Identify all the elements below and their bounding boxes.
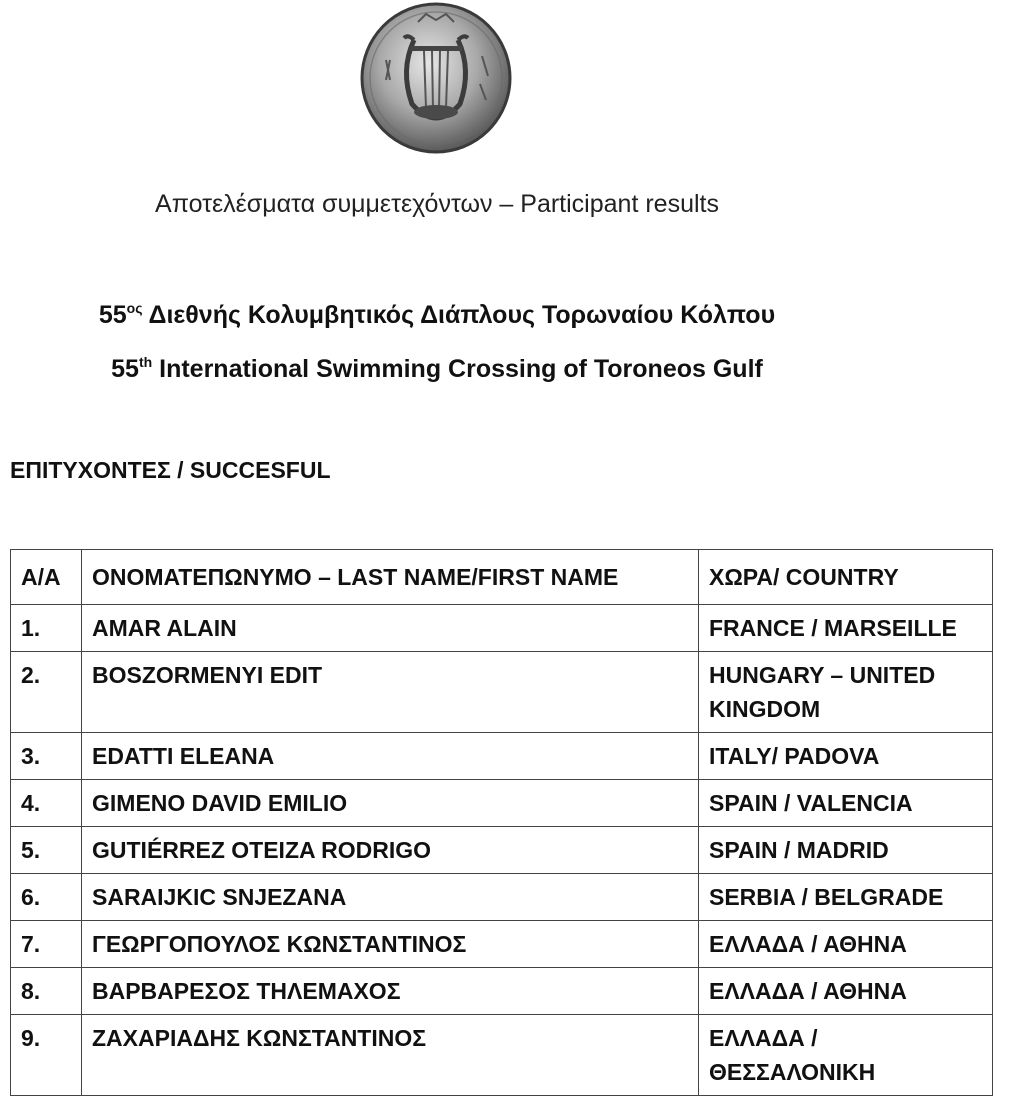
header-number: Α/Α	[11, 550, 82, 605]
row-country: ΕΛΛΑΔΑ / ΑΘΗΝΑ	[699, 968, 993, 1015]
row-name: GIMENO DAVID EMILIO	[82, 780, 699, 827]
event-name-english: International Swimming Crossing of Toroneos Gulf	[152, 355, 763, 383]
row-country: ITALY/ PADOVA	[699, 733, 993, 780]
row-number: 1.	[11, 605, 82, 652]
ordinal-suffix: ος	[126, 300, 143, 316]
row-name: SARAIJKIC SNJEZANA	[82, 874, 699, 921]
table-row	[11, 733, 993, 780]
row-country: ΕΛΛΑΔΑ / ΘΕΣΣΑΛΟΝΙΚΗ	[699, 1015, 993, 1096]
ordinal-number: 55	[98, 301, 127, 329]
row-name: BOSZORMENYI EDIT	[82, 652, 699, 733]
table-row	[11, 827, 993, 874]
table-row	[11, 780, 993, 827]
row-name: GUTIÉRREZ OTEIZA RODRIGO	[82, 827, 699, 874]
section-title: ΕΠΙΤΥΧΟΝΤΕΣ / SUCCESFUL	[10, 457, 331, 483]
row-name: ΒΑΡΒΑΡΕΣΟΣ ΤΗΛΕΜΑΧΟΣ	[82, 968, 699, 1015]
results-table	[10, 549, 993, 1096]
row-country: FRANCE / MARSEILLE	[699, 605, 993, 652]
lyre-coin-icon	[356, 0, 516, 160]
event-title-english	[0, 354, 874, 384]
row-name: EDATTI ELEANA	[82, 733, 699, 780]
header-name: ΟΝΟΜΑΤΕΠΩΝΥΜΟ – LAST NAME/FIRST NAME	[82, 550, 699, 605]
row-name: ΓΕΩΡΓΟΠΟΥΛΟΣ ΚΩΝΣΤΑΝΤΙΝΟΣ	[82, 921, 699, 968]
page-caption: Αποτελέσματα συμμετεχόντων – Participant results	[155, 190, 719, 218]
row-country: SPAIN / MADRID	[699, 827, 993, 874]
row-number: 4.	[11, 780, 82, 827]
event-name-greek: Διεθνής Κολυμβητικός Διάπλους Τορωναίου Κόλπου	[142, 301, 776, 329]
row-country: SERBIA / BELGRADE	[699, 874, 993, 921]
row-number: 8.	[11, 968, 82, 1015]
row-country: ΕΛΛΑΔΑ / ΑΘΗΝΑ	[699, 921, 993, 968]
row-country: SPAIN / VALENCIA	[699, 780, 993, 827]
row-country: HUNGARY – UNITED KINGDOM	[699, 652, 993, 733]
row-number: 5.	[11, 827, 82, 874]
table-row	[11, 921, 993, 968]
row-number: 7.	[11, 921, 82, 968]
event-title-greek	[0, 300, 874, 330]
row-name: ΖΑΧΑΡΙΑΔΗΣ ΚΩΝΣΤΑΝΤΙΝΟΣ	[82, 1015, 699, 1096]
ordinal-number: 55	[111, 355, 139, 383]
table-header-row	[11, 550, 993, 605]
table-row	[11, 605, 993, 652]
row-number: 2.	[11, 652, 82, 733]
row-number: 9.	[11, 1015, 82, 1096]
row-number: 3.	[11, 733, 82, 780]
table-row	[11, 652, 993, 733]
table-row	[11, 874, 993, 921]
table-row	[11, 1015, 993, 1096]
row-name: AMAR ALAIN	[82, 605, 699, 652]
row-number: 6.	[11, 874, 82, 921]
table-row	[11, 968, 993, 1015]
header-country: ΧΩΡΑ/ COUNTRY	[699, 550, 993, 605]
ordinal-suffix: th	[138, 354, 153, 370]
